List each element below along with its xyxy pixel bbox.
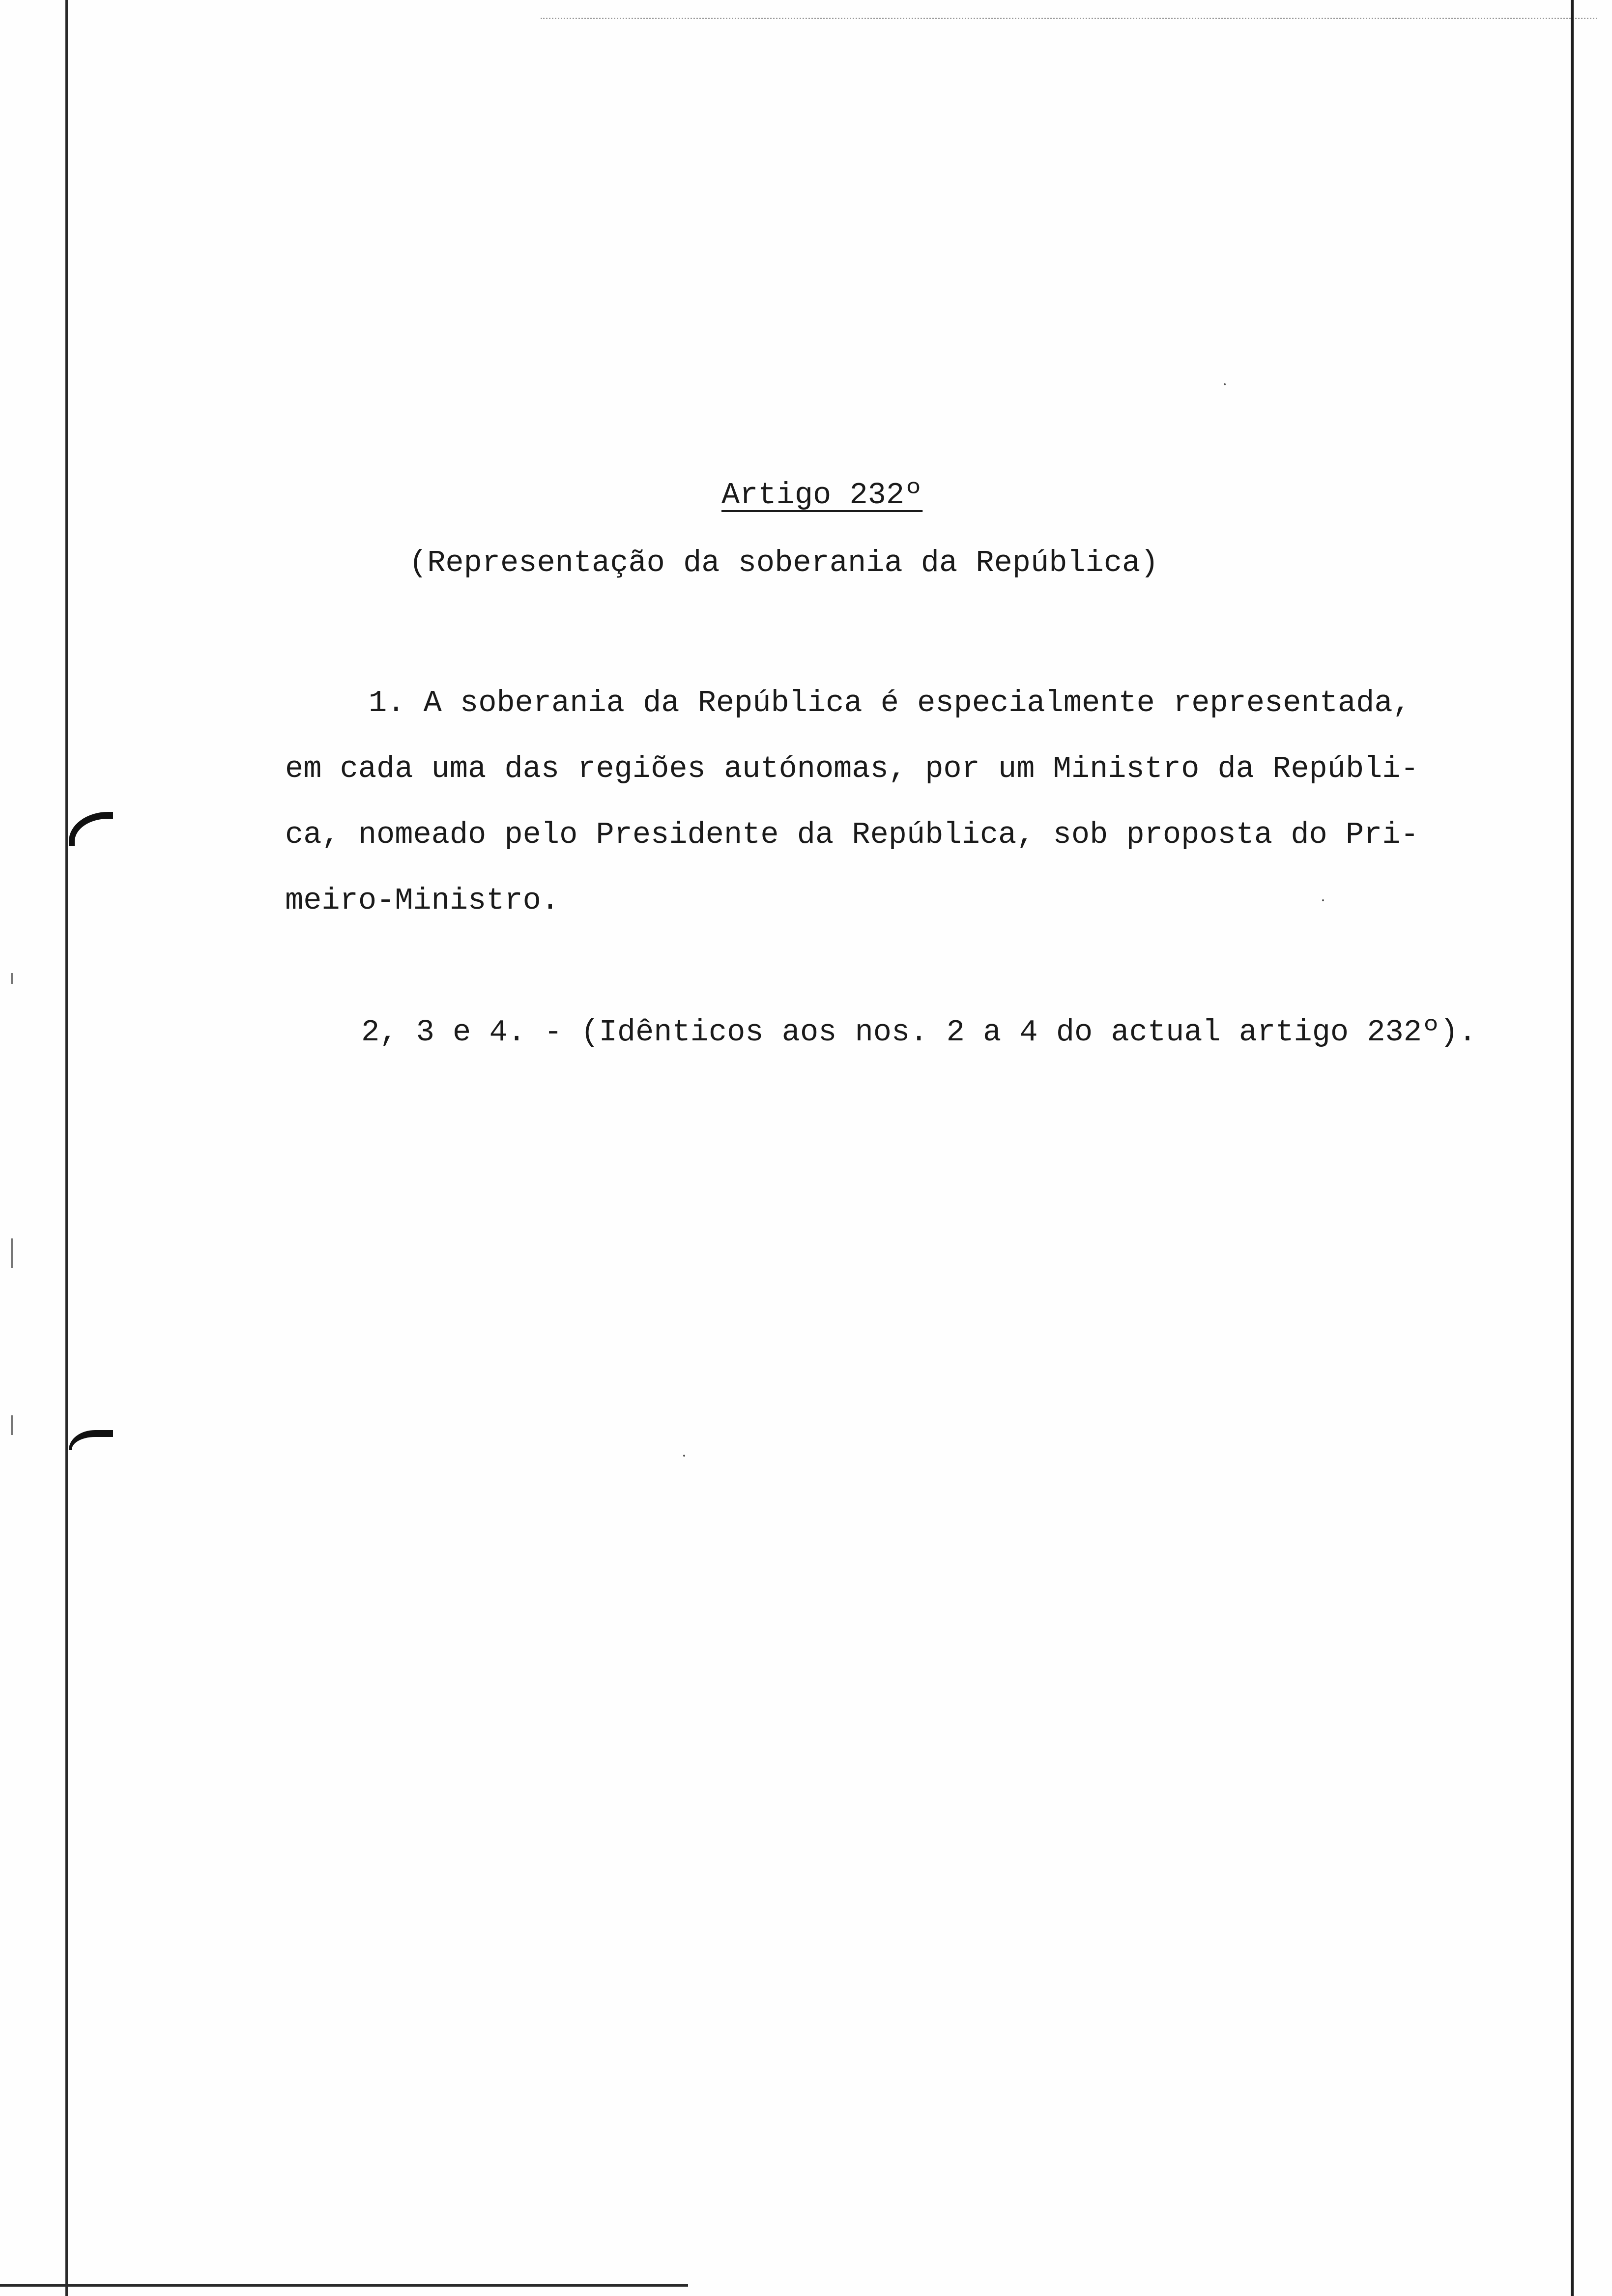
top-edge-dotted-line (541, 18, 1597, 19)
binder-hole-mark-upper (69, 812, 113, 846)
paragraph-2: 2, 3 e 4. - (Idênticos aos nos. 2 a 4 do actual artigo 232º). (361, 1015, 1477, 1050)
scan-speck (683, 1455, 685, 1457)
article-subtitle: (Representação da soberania da República) (409, 545, 1159, 580)
paragraph-1-line: ca, nomeado pelo Presidente da República, sob proposta do Pri- (285, 817, 1419, 852)
bottom-edge-rule (0, 2284, 688, 2287)
paragraph-1-line: em cada uma das regiões autónomas, por um Ministro da Repúbli- (285, 751, 1419, 786)
scan-speck (1224, 383, 1226, 385)
margin-tick (11, 973, 13, 984)
article-title: Artigo 232º (721, 478, 923, 513)
binder-hole-mark-lower (69, 1430, 113, 1450)
margin-tick (11, 1415, 13, 1435)
paragraph-1 (285, 670, 1514, 934)
paragraph-1-line: 1. A soberania da República é especialmente representada, (369, 686, 1411, 720)
right-margin-rule (1571, 0, 1574, 2296)
paragraph-1-line: meiro-Ministro. (285, 883, 560, 918)
margin-tick (11, 1238, 13, 1268)
left-margin-rule (65, 0, 68, 2296)
